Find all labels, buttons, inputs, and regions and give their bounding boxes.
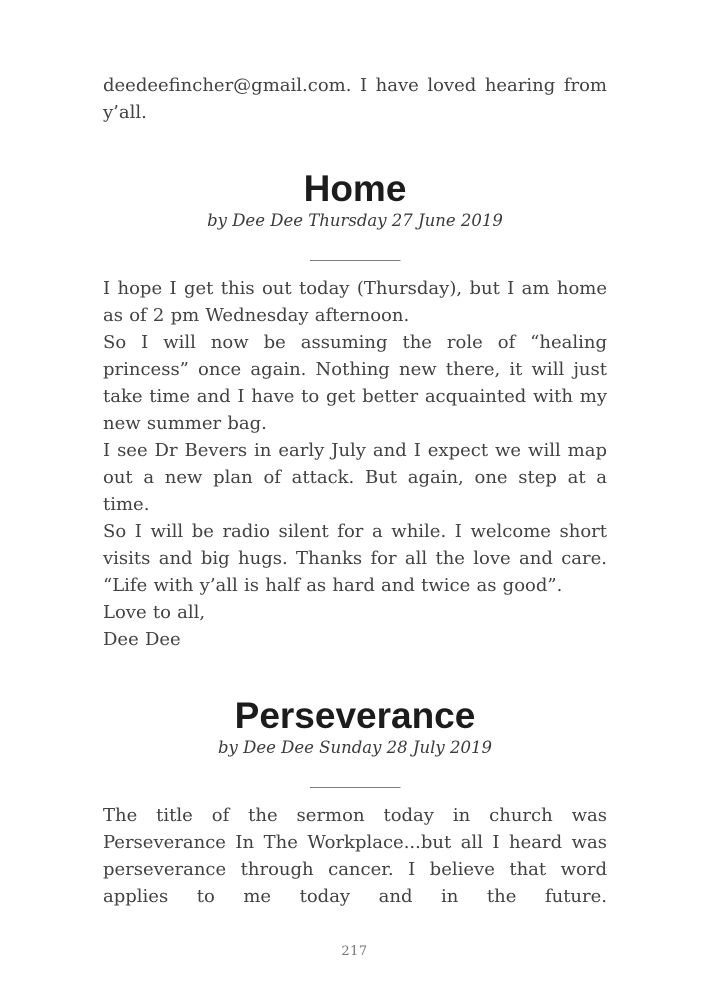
section-title-perseverance: Perseverance bbox=[234, 695, 476, 736]
section-perseverance bbox=[103, 696, 607, 910]
paragraph: Dee Dee bbox=[103, 629, 181, 650]
section-home bbox=[103, 169, 607, 653]
page-number: 217 bbox=[341, 944, 368, 959]
section-divider: ____________ bbox=[310, 242, 400, 261]
paragraph: I hope I get this out today (Thursday), but I am home as of 2 pm Wednesday afternoon. bbox=[103, 278, 607, 326]
page-content bbox=[103, 72, 607, 910]
paragraph: Love to all, bbox=[103, 602, 206, 623]
section-byline-perseverance: by Dee Dee Sunday 28 July 2019 bbox=[218, 738, 492, 757]
intro-paragraph: deedeefincher@gmail.com. I have loved hearing from y’all. bbox=[103, 75, 607, 123]
paragraph: So I will be radio silent for a while. I welcome short visits and big hugs. Thanks for all the love and care. “Life with y’all is half as hard and twice as good”. bbox=[103, 521, 607, 596]
section-divider: ____________ bbox=[310, 769, 400, 788]
paragraph: I see Dr Bevers in early July and I expect we will map out a new plan of attack. But again, one step at a time. bbox=[103, 440, 607, 515]
section-byline-home: by Dee Dee Thursday 27 June 2019 bbox=[207, 211, 503, 230]
section-title-home: Home bbox=[303, 168, 407, 209]
paragraph: The title of the sermon today in church was Perseverance In The Workplace...but all I heard was perseverance through cancer. I believe that word applies to me today and in the future. bbox=[103, 805, 607, 907]
paragraph: So I will now be assuming the role of “healing princess” once again. Nothing new there, it will just take time and I have to get better acquainted with my new summer bag. bbox=[103, 332, 607, 434]
